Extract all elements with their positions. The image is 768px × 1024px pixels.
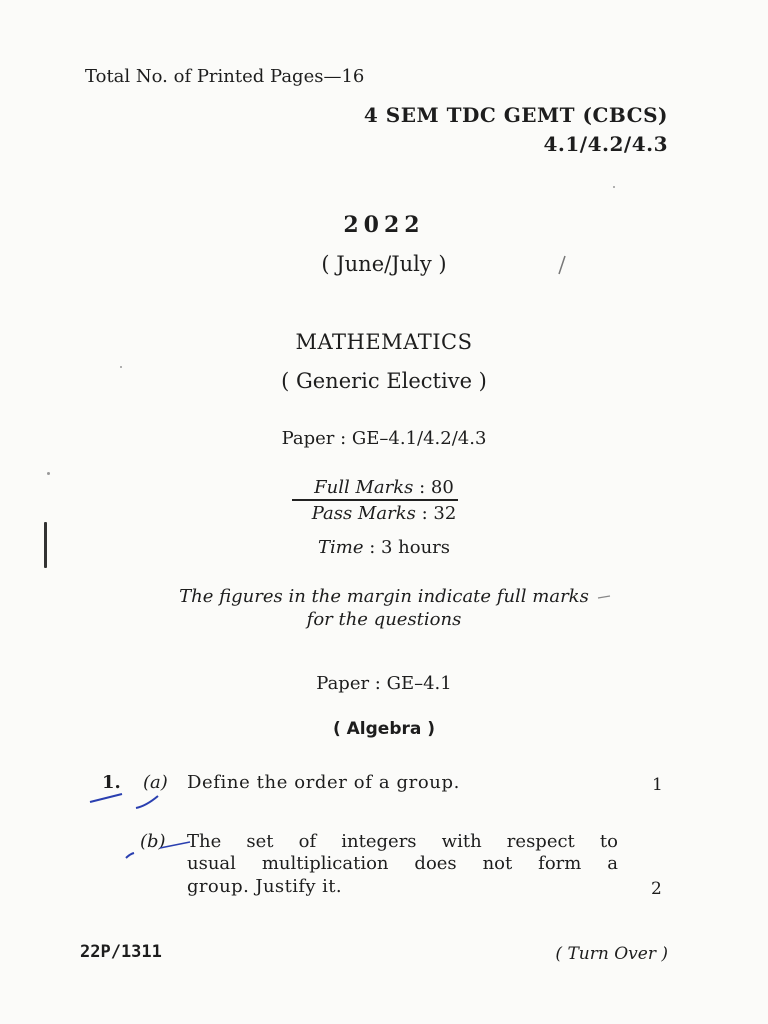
exam-session: ( June/July ) bbox=[321, 252, 447, 276]
scan-speck bbox=[47, 472, 50, 475]
course-code-line-2: 4.1/4.2/4.3 bbox=[543, 132, 668, 156]
question-part-text-line: The set of integers with respect to bbox=[187, 831, 618, 852]
pen-strike-mark bbox=[124, 838, 204, 868]
question-part-text-line: usual multiplication does not form a bbox=[187, 853, 618, 874]
question-part-text: Define the order of a group. bbox=[187, 772, 460, 793]
margin-scan-mark bbox=[44, 522, 47, 568]
exam-year: 2022 bbox=[343, 212, 425, 238]
paper-code: Paper : GE–4.1/4.2/4.3 bbox=[281, 428, 487, 449]
course-code-line-1: 4 SEM TDC GEMT (CBCS) bbox=[363, 103, 668, 127]
pen-mark bbox=[555, 252, 569, 276]
instruction-line-1: The figures in the margin indicate full marks bbox=[179, 586, 589, 607]
subject-title: MATHEMATICS bbox=[295, 330, 473, 354]
section-title: ( Algebra ) bbox=[332, 719, 436, 739]
instruction-line-2: for the questions bbox=[306, 609, 462, 630]
scan-speck bbox=[120, 366, 122, 368]
scan-speck bbox=[613, 186, 615, 188]
question-number: 1. bbox=[102, 772, 121, 793]
time-label: Time bbox=[317, 537, 364, 558]
turn-over-note: ( Turn Over ) bbox=[555, 944, 668, 964]
pen-underline-mark bbox=[86, 780, 166, 820]
exam-time bbox=[0, 537, 768, 558]
total-printed-pages: Total No. of Printed Pages—16 bbox=[85, 66, 365, 87]
pen-mark bbox=[596, 590, 616, 604]
full-marks-value: : 80 bbox=[413, 477, 454, 498]
section-paper-code: Paper : GE–4.1 bbox=[316, 673, 452, 694]
time-value: : 3 hours bbox=[363, 537, 451, 558]
question-part-label: (a) bbox=[143, 772, 168, 793]
pass-marks bbox=[0, 503, 768, 524]
full-marks bbox=[0, 477, 768, 498]
marks-divider bbox=[292, 499, 458, 501]
full-marks-label: Full Marks bbox=[314, 477, 414, 498]
pass-marks-value: : 32 bbox=[415, 503, 457, 524]
question-part-marks: 1 bbox=[652, 775, 663, 795]
question-part-label: (b) bbox=[140, 831, 166, 852]
pass-marks-label: Pass Marks bbox=[311, 503, 416, 524]
paper-serial-code: 22P/1311 bbox=[80, 942, 162, 962]
question-part-text-line: group. Justify it. bbox=[187, 876, 343, 897]
elective-type: ( Generic Elective ) bbox=[281, 369, 487, 393]
question-part-marks: 2 bbox=[651, 879, 662, 899]
